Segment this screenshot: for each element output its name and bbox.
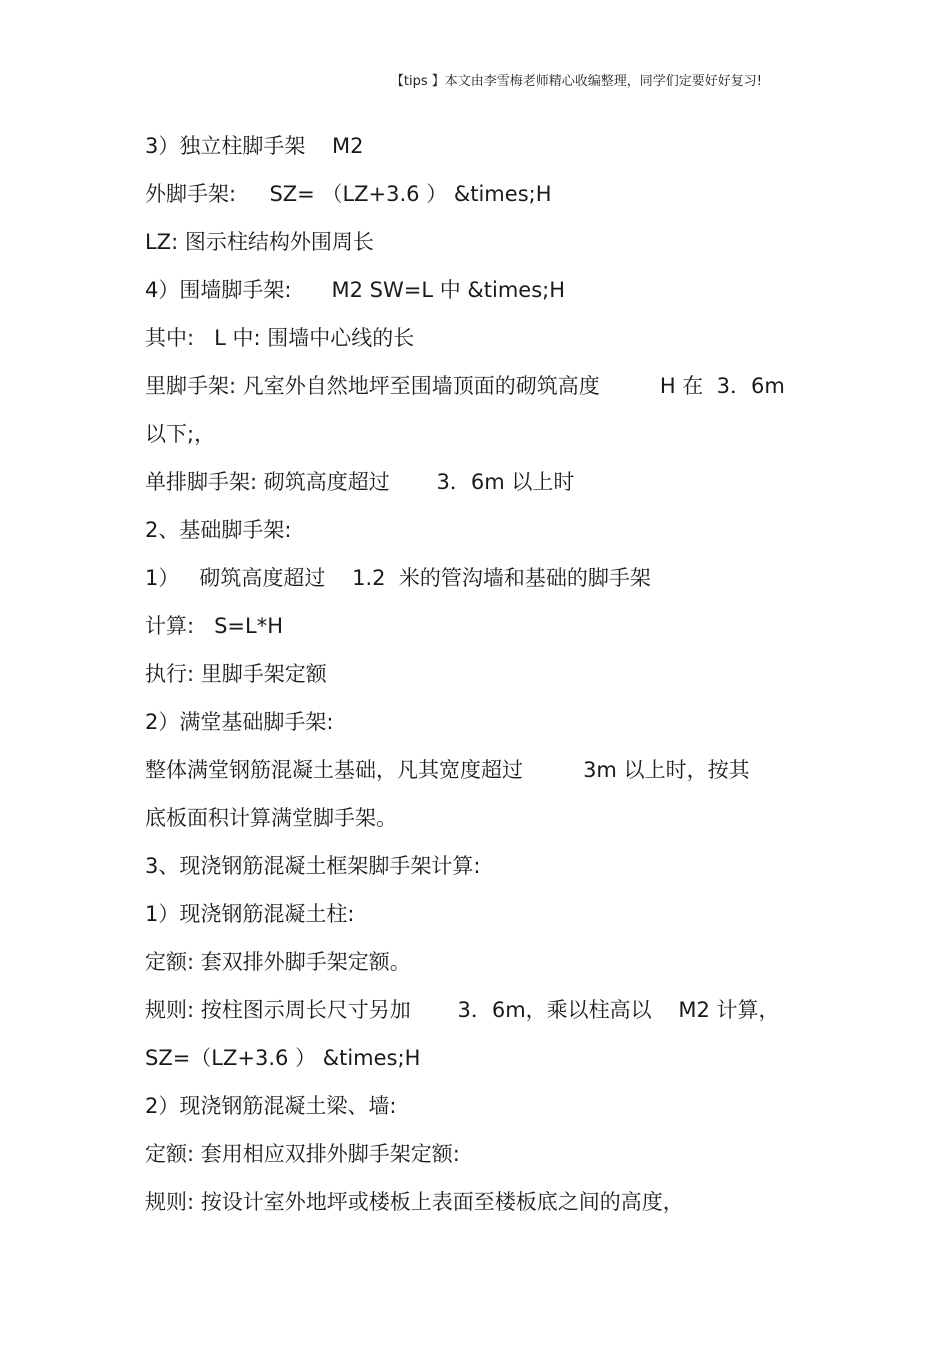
text-line: 其中: L 中: 围墙中心线的长: [145, 326, 415, 350]
text-line: 以下;，: [145, 422, 216, 446]
text-line: 底板面积计算满堂脚手架。: [145, 806, 397, 830]
text-line: 规则: 按设计室外地坪或楼板上表面至楼板底之间的高度，: [145, 1190, 684, 1214]
text-line: 2）现浇钢筋混凝土梁、墙:: [145, 1094, 397, 1118]
document-body: [145, 127, 845, 1231]
text-line: 2、基础脚手架:: [145, 518, 292, 542]
text-line: 外脚手架: SZ= （LZ+3.6 ） &times;H: [145, 182, 552, 206]
text-line: 2）满堂基础脚手架:: [145, 710, 334, 734]
text-line: 计算: S=L*H: [145, 614, 284, 638]
text-line: LZ: 图示柱结构外围周长: [145, 230, 374, 254]
text-line: 规则: 按柱图示周长尺寸另加 3．6m，乘以柱高以 M2 计算，: [145, 998, 780, 1022]
text-line: 单排脚手架: 砌筑高度超过 3．6m 以上时: [145, 470, 575, 494]
text-line: 里脚手架: 凡室外自然地坪至围墙顶面的砌筑高度 H 在 3．6m: [145, 374, 785, 398]
text-line: 执行: 里脚手架定额: [145, 662, 327, 686]
text-line: 3、现浇钢筋混凝土框架脚手架计算:: [145, 854, 481, 878]
text-line: SZ=（LZ+3.6 ） &times;H: [145, 1046, 421, 1070]
text-line: 定额: 套用相应双排外脚手架定额:: [145, 1142, 460, 1166]
text-line: 1） 砌筑高度超过 1.2 米的管沟墙和基础的脚手架: [145, 566, 651, 590]
text-line: 1）现浇钢筋混凝土柱:: [145, 902, 355, 926]
header-tips-note: 【tips 】本文由李雪梅老师精心收编整理，同学们定要好好复习!: [390, 74, 762, 89]
text-line: 整体满堂钢筋混凝土基础，凡其宽度超过 3m 以上时，按其: [145, 758, 750, 782]
text-line: 定额: 套双排外脚手架定额。: [145, 950, 411, 974]
text-line: 4）围墙脚手架: M2 SW=L 中 &times;H: [145, 278, 566, 302]
text-line: 3）独立柱脚手架 M2: [145, 134, 364, 158]
